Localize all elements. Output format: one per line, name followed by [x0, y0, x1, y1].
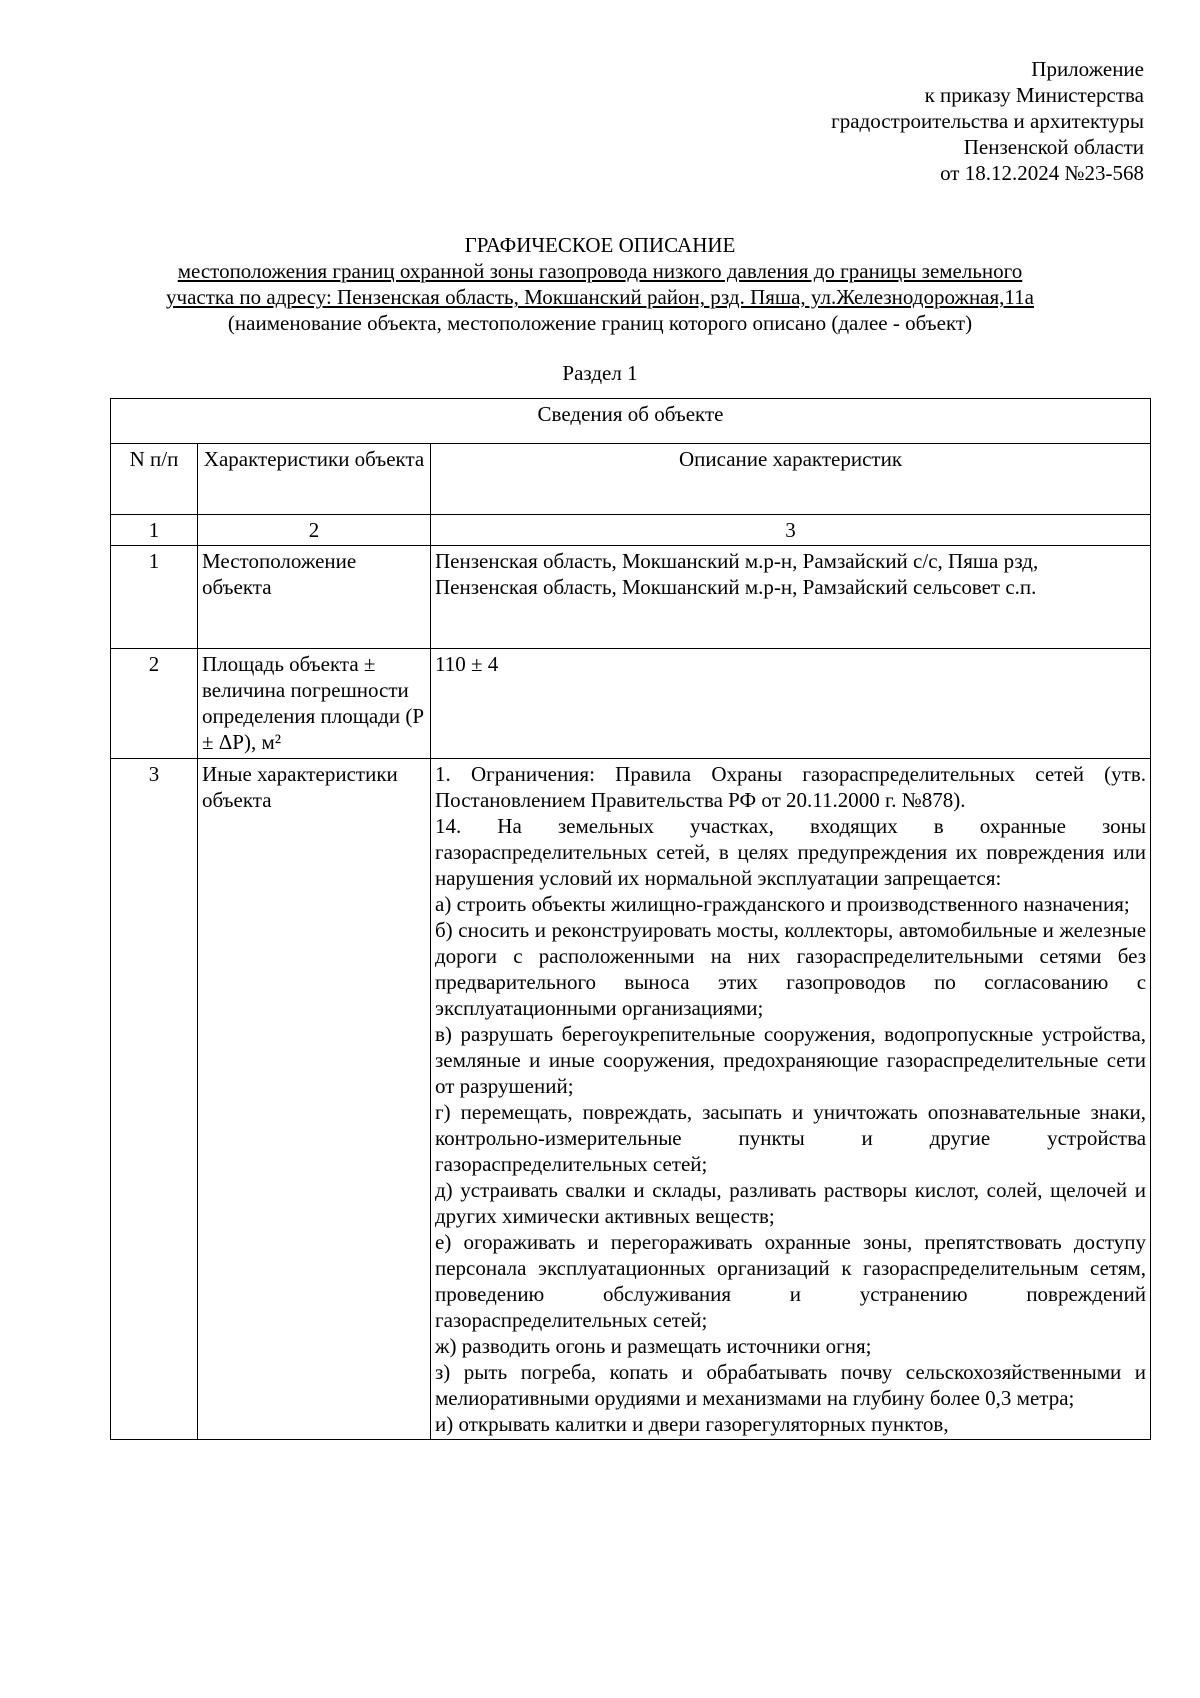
header-cell-number: N п/п: [111, 444, 198, 515]
description-line: и) открывать калитки и двери газорегуляторных пунктов,: [435, 1412, 949, 1436]
section-title: Раздел 1: [562, 361, 638, 385]
document-title-note: (наименование объекта, местоположение границ которого описано (далее - объект): [227, 311, 973, 335]
row-description: [431, 759, 1151, 1440]
appendix-line: Пензенской области: [963, 135, 1144, 159]
object-info-table: [110, 398, 1151, 1440]
column-index-cell: 2: [198, 515, 431, 546]
description-line: г) перемещать, повреждать, засыпать и уничтожать опознавательные знаки, контрольно-измерительные пункты и другие устройства газораспределительных сетей;: [435, 1100, 1147, 1176]
row-characteristic: Площадь объекта ± величина погрешности определения площади (P ± ΔP), м²: [198, 649, 431, 759]
row-description: [431, 546, 1151, 649]
column-index-cell: 1: [111, 515, 198, 546]
description-line: д) устраивать свалки и склады, разливать растворы кислот, солей, щелочей и других химически активных веществ;: [435, 1178, 1147, 1228]
row-characteristic: Местоположение объекта: [198, 546, 431, 649]
document-title-block: [100, 232, 1100, 336]
description-line: 110 ± 4: [435, 652, 499, 676]
appendix-line: градостроительства и архитектуры: [831, 109, 1144, 133]
description-line: а) строить объекты жилищно-гражданского и производственного назначения;: [435, 892, 1130, 916]
table-row: [111, 759, 1151, 1440]
column-index-row: [111, 515, 1151, 546]
document-subtitle-line: участка по адресу: Пензенская область, Мокшанский район, рзд. Пяша, ул.Железнодорожная,11а: [166, 285, 1034, 309]
description-line: в) разрушать берегоукрепительные сооружения, водопропускные устройства, земляные и иные сооружения, предохраняющие газораспределительные сети от разрушений;: [435, 1022, 1147, 1098]
table-header-row: [111, 444, 1151, 515]
description-line: 14. На земельных участках, входящих в охранные зоны газораспределительных сетей, в целях предупреждения их повреждения или нарушения условий их нормальной эксплуатации запрещается:: [435, 814, 1147, 890]
description-line: б) сносить и реконструировать мосты, коллекторы, автомобильные и железные дороги с расположенными на них газораспределительными сетями без предварительного выноса этих газопроводов по согласованию с эксплуатационными организациями;: [435, 918, 1147, 1020]
description-line: е) огораживать и перегораживать охранные зоны, препятствовать доступу персонала эксплуатационных организаций к газораспределительным сетям, проведению обслуживания и устранению повреждений газораспределительных сетей;: [435, 1230, 1147, 1332]
description-line: ж) разводить огонь и размещать источники огня;: [435, 1334, 872, 1358]
document-subtitle-line: местоположения границ охранной зоны газопровода низкого давления до границы земельного: [177, 259, 1023, 283]
table-row: [111, 546, 1151, 649]
row-characteristic: Иные характеристики объекта: [198, 759, 431, 1440]
header-cell-characteristics: Характеристики объекта: [198, 444, 431, 515]
row-description: [431, 649, 1151, 759]
description-line: з) рыть погреба, копать и обрабатывать почву сельскохозяйственными и мелиоративными орудиями и механизмами на глубину более 0,3 метра;: [435, 1360, 1147, 1410]
description-line: Пензенская область, Мокшанский м.р-н, Рамзайский с/с, Пяша рзд,: [435, 549, 1039, 573]
table-row: [111, 649, 1151, 759]
appendix-line: к приказу Министерства: [924, 83, 1144, 107]
row-number: 2: [111, 649, 198, 759]
appendix-line: от 18.12.2024 №23-568: [940, 161, 1144, 185]
table-caption: Сведения об объекте: [111, 399, 1151, 444]
header-cell-description: Описание характеристик: [431, 444, 1151, 515]
row-number: 1: [111, 546, 198, 649]
appendix-header: [544, 56, 1144, 186]
column-index-cell: 3: [431, 515, 1151, 546]
appendix-line: Приложение: [1031, 57, 1144, 81]
row-number: 3: [111, 759, 198, 1440]
description-line: Пензенская область, Мокшанский м.р-н, Рамзайский сельсовет с.п.: [435, 575, 1037, 599]
document-title: ГРАФИЧЕСКОЕ ОПИСАНИЕ: [464, 233, 736, 257]
description-line: 1. Ограничения: Правила Охраны газораспределительных сетей (утв. Постановлением Правительства РФ от 20.11.2000 г. №878).: [435, 762, 1147, 812]
